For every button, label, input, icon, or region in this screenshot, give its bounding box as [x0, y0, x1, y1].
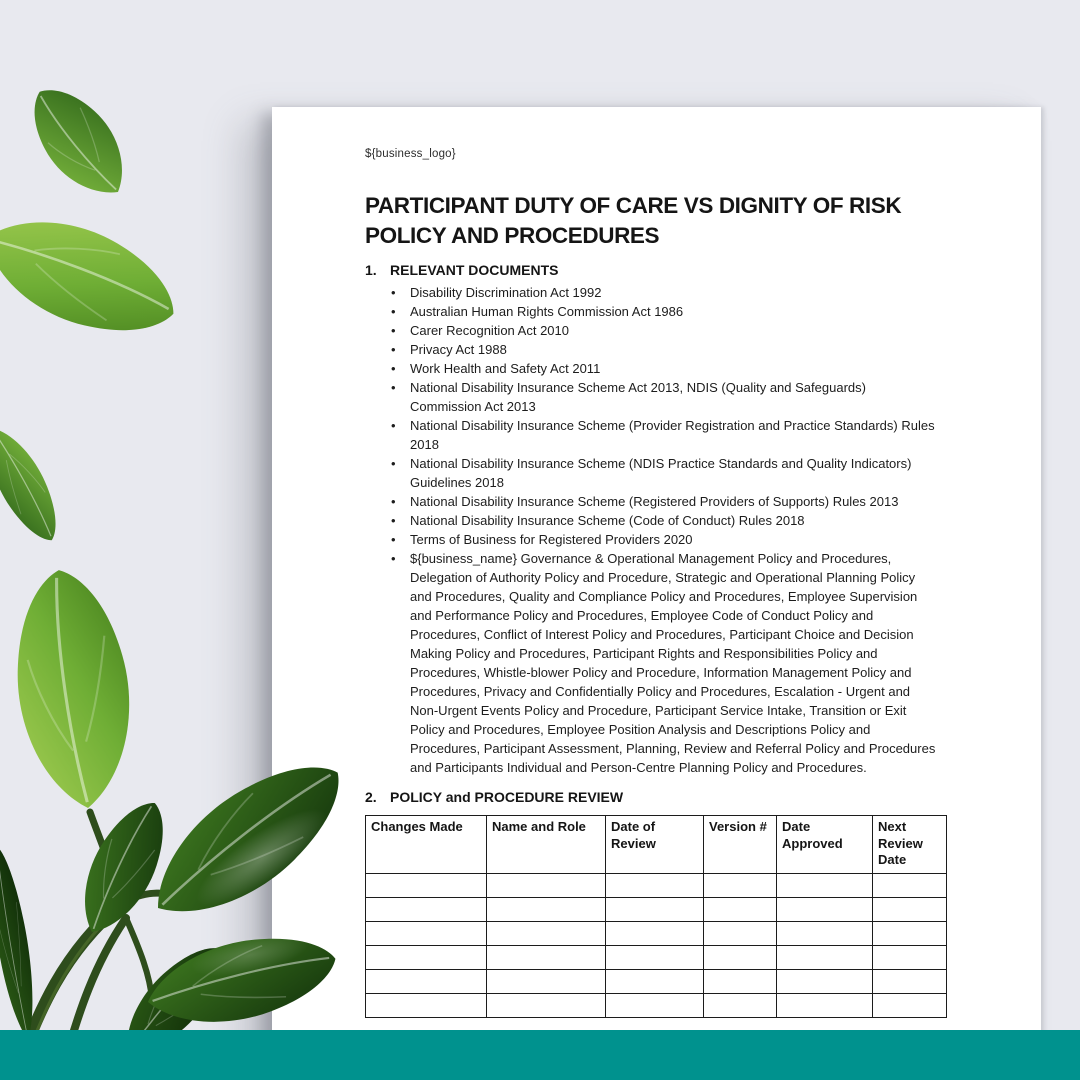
document-title-line1: PARTICIPANT DUTY OF CARE VS DIGNITY OF RISK: [365, 193, 902, 218]
table-cell: [873, 898, 947, 922]
document-title: [365, 191, 953, 251]
section-heading-label: POLICY and PROCEDURE REVIEW: [390, 789, 624, 805]
table-cell: [704, 874, 777, 898]
column-header-date-approved: Date Approved: [777, 816, 873, 874]
section-heading-policy-review: [365, 788, 953, 806]
section-heading-label: RELEVANT DOCUMENTS: [390, 262, 559, 278]
list-item: • National Disability Insurance Scheme (Provider Registration and Practice Standards) Rules 2018: [365, 416, 940, 454]
table-cell: [777, 946, 873, 970]
table-cell: [873, 922, 947, 946]
list-item: • Work Health and Safety Act 2011: [365, 359, 940, 378]
table-cell: [777, 898, 873, 922]
section-number: 2.: [365, 789, 377, 805]
table-cell: [366, 898, 487, 922]
document-title-line2: POLICY AND PROCEDURES: [365, 223, 660, 248]
column-header-date-of-review: Date of Review: [606, 816, 704, 874]
table-empty-row: [366, 874, 947, 898]
table-cell: [366, 970, 487, 994]
list-item: • National Disability Insurance Scheme Act 2013, NDIS (Quality and Safeguards) Commission Act 2013: [365, 378, 940, 416]
section-heading-relevant-documents: [365, 261, 953, 279]
list-item: • National Disability Insurance Scheme (Registered Providers of Supports) Rules 2013: [365, 492, 940, 511]
column-header-next-review-date: Next Review Date: [873, 816, 947, 874]
table-cell: [777, 970, 873, 994]
table-header-row: [366, 816, 947, 874]
table-cell: [487, 946, 606, 970]
table-cell: [606, 970, 704, 994]
table-cell: [487, 970, 606, 994]
table-empty-row: [366, 970, 947, 994]
leaf-shape: [0, 195, 191, 356]
list-item: • Carer Recognition Act 2010: [365, 321, 940, 340]
table-cell: [366, 946, 487, 970]
list-item: • Terms of Business for Registered Providers 2020: [365, 530, 940, 549]
table-cell: [366, 922, 487, 946]
table-cell: [704, 898, 777, 922]
table-empty-row: [366, 922, 947, 946]
table-cell: [487, 874, 606, 898]
list-item: • Privacy Act 1988: [365, 340, 940, 359]
table-cell: [366, 874, 487, 898]
leaf-shape: [14, 72, 144, 212]
table-cell: [873, 946, 947, 970]
list-item: • National Disability Insurance Scheme (NDIS Practice Standards and Quality Indicators) Guidelines 2018: [365, 454, 940, 492]
leaf-shape: [0, 844, 43, 1042]
table-cell: [777, 922, 873, 946]
list-item: • Disability Discrimination Act 1992: [365, 283, 940, 302]
policy-review-table: [365, 815, 947, 1018]
leaf-shape: [4, 563, 142, 814]
table-cell: [704, 946, 777, 970]
table-cell: [606, 874, 704, 898]
table-cell: [487, 922, 606, 946]
table-empty-row: [366, 994, 947, 1018]
table-cell: [487, 994, 606, 1018]
column-header-changes-made: Changes Made: [366, 816, 487, 874]
table-cell: [873, 994, 947, 1018]
list-item: • Australian Human Rights Commission Act 1986: [365, 302, 940, 321]
column-header-name-and-role: Name and Role: [487, 816, 606, 874]
table-empty-row: [366, 946, 947, 970]
table-cell: [777, 874, 873, 898]
list-item: • National Disability Insurance Scheme (Code of Conduct) Rules 2018: [365, 511, 940, 530]
table-cell: [873, 874, 947, 898]
table-cell: [487, 898, 606, 922]
list-item: • ${business_name} Governance & Operational Management Policy and Procedures, Delegation of Authority Policy and Procedure, Strategic and Operational Planning Policy and Procedures, Quality and Compliance Policy and Procedures, Employee Supervision and Performance Policy and Procedures, Employee Code of Conduct Policy and Procedures, Conflict of Interest Policy and Procedures, Participant Choice and Decision Making Policy and Procedures, Participant Rights and Responsibilities Policy and Procedures, Whistle-blower Policy and Procedure, Information Management Policy and Procedures, Privacy and Confidentially Policy and Procedures, Escalation - Urgent and Non-Urgent Events Policy and Procedure, Participant Service Intake, Transition or Exit Policy and Procedures, Employee Position Analysis and Descriptions Policy and Procedures, Participant Assessment, Planning, Review and Referral Policy and Procedures and Participants Individual and Person-Centre Planning Policy and Procedures.: [365, 549, 940, 777]
document-content: [365, 148, 953, 1018]
table-cell: [704, 970, 777, 994]
section-number: 1.: [365, 262, 377, 278]
table-cell: [606, 994, 704, 1018]
leaf-shape: [0, 418, 71, 551]
table-cell: [366, 994, 487, 1018]
table-cell: [873, 970, 947, 994]
relevant-documents-list: [365, 283, 940, 777]
table-empty-row: [366, 898, 947, 922]
business-logo-placeholder: ${business_logo}: [365, 148, 456, 160]
leaf-shape: [65, 790, 182, 945]
column-header-version: Version #: [704, 816, 777, 874]
document-page: [272, 107, 1041, 1080]
table-cell: [606, 922, 704, 946]
table-cell: [606, 898, 704, 922]
table-cell: [777, 994, 873, 1018]
accent-band: [0, 1030, 1080, 1080]
table-cell: [606, 946, 704, 970]
table-cell: [704, 922, 777, 946]
table-cell: [704, 994, 777, 1018]
